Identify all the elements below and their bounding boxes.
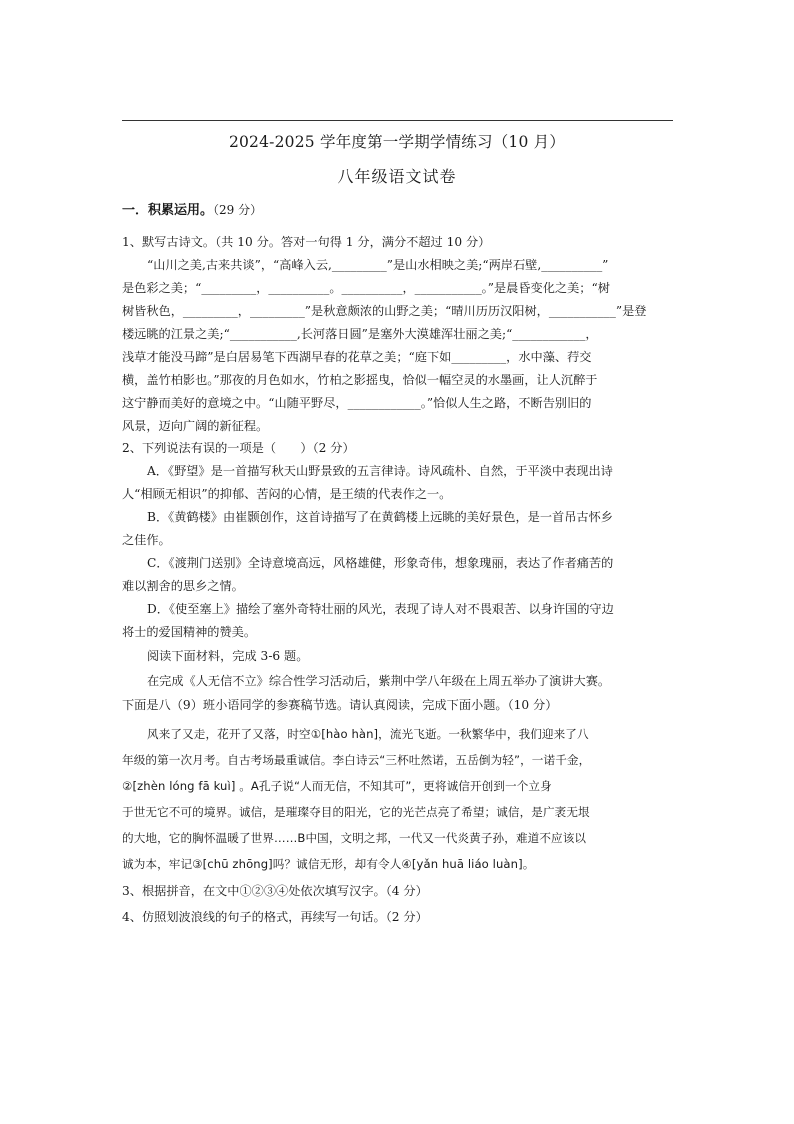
poem-line: 浅草才能没马蹄”是白居易笔下西湖早春的花草之美；“庭下如_________，水中藻、荇交 bbox=[122, 350, 592, 364]
option-b-cont: 之佳作。 bbox=[122, 533, 171, 547]
section-heading bbox=[122, 199, 678, 222]
poem-line: 横，盖竹柏影也。”那夜的月色如水，竹柏之影摇曳，恰似一幅空灵的水墨画，让人沉醉于 bbox=[122, 373, 598, 387]
passage-line: 风来了又走，花开了又落，时空①[hào hàn]，流光飞逝。一秋繁华中，我们迎来了八 bbox=[147, 727, 589, 741]
exam-subtitle: 八年级语文试卷 bbox=[337, 167, 457, 186]
material-intro-cont: 下面是八（9）班小语同学的参赛稿节选。请认真阅读，完成下面小题。（10 分） bbox=[122, 698, 558, 712]
option-a: A．《野望》是一首描写秋天山野景致的五言律诗。诗风疏朴、自然，于平淡中表现出诗 bbox=[147, 464, 613, 478]
poem-line: 风景，迈向广阔的新征程。 bbox=[122, 419, 269, 433]
section-title: 一．积累运用。 bbox=[122, 203, 214, 218]
poem-line: 是色彩之美；“_________，__________。__________，___________。”是晨昏变化之美；“树 bbox=[122, 281, 610, 295]
reading-instruction: 阅读下面材料，完成 3-6 题。 bbox=[147, 649, 309, 663]
poem-line: 这宁静而美好的意境之中。“山随平野尽，____________。”恰似人生之路，不断告别旧的 bbox=[122, 396, 592, 410]
passage-line: 诚为本，牢记③[chū zhōng]吗？诚信无形，却有令人④[yǎn huā liáo luàn]。 bbox=[122, 857, 535, 871]
passage-line: 的大地，它的胸怀温暖了世界……B中国，文明之邦，一代又一代炎黄子孙，难道不应该以 bbox=[122, 831, 587, 845]
header-rule bbox=[122, 120, 673, 121]
passage-line: 于世无它不可的境界。诚信，是璀璨夺目的阳光，它的光芒点亮了希望；诚信，是广袤无垠 bbox=[122, 805, 590, 819]
option-c-cont: 难以割舍的思乡之情。 bbox=[122, 579, 244, 593]
exam-title: 2024-2025 学年度第一学期学情练习（10 月） bbox=[228, 133, 566, 151]
poem-line: “山川之美,古来共谈”，“高峰入云,_________”是山水相映之美;“两岸石壁,__________” bbox=[147, 258, 609, 272]
material-intro: 在完成《人无信不立》综合性学习活动后，紫荆中学八年级在上周五举办了演讲大赛。 bbox=[147, 674, 611, 688]
section-points: （29 分） bbox=[213, 203, 263, 217]
option-c: C．《渡荆门送别》全诗意境高远，风格雄健，形象奇伟，想象瑰丽，表达了作者痛苦的 bbox=[147, 556, 614, 570]
poem-line: 楼远眺的江景之美;“___________,长河落日圆”是塞外大漠雄浑壮丽之美;“____________， bbox=[122, 327, 598, 341]
question-2: 2、下列说法有误的一项是（ ）（2 分） bbox=[122, 441, 355, 455]
question-3: 3、根据拼音，在文中①②③④处依次填写汉字。（4 分） bbox=[122, 884, 428, 898]
passage-line: ②[zhèn lóng fā kuì] 。A孔子说“人而无信，不知其可”，更将诚信开创到一个立身 bbox=[122, 779, 552, 793]
option-d: D．《使至塞上》描绘了塞外奇特壮丽的风光，表现了诗人对不畏艰苦、以身许国的守边 bbox=[147, 602, 614, 616]
option-a-cont: 人“相顾无相识”的抑郁、苦闷的心情，是王绩的代表作之一。 bbox=[122, 487, 452, 501]
question-4: 4、仿照划波浪线的句子的格式，再续写一句话。（2 分） bbox=[122, 910, 428, 924]
passage-line: 年级的第一次月考。自古考场最重诚信。李白诗云“三杯吐然诺，五岳倒为轻”，一诺千金， bbox=[122, 753, 591, 767]
poem-line: 树皆秋色，_________，_________”是秋意颇浓的山野之美；“晴川历历汉阳树，___________”是登 bbox=[122, 304, 647, 318]
option-b: B．《黄鹤楼》由崔颢创作，这首诗描写了在黄鹤楼上远眺的美好景色，是一首吊古怀乡 bbox=[147, 510, 613, 524]
question-1: 1、默写古诗文。（共 10 分。答对一句得 1 分，满分不超过 10 分） bbox=[122, 235, 491, 249]
option-d-cont: 将士的爱国精神的赞美。 bbox=[122, 625, 257, 639]
